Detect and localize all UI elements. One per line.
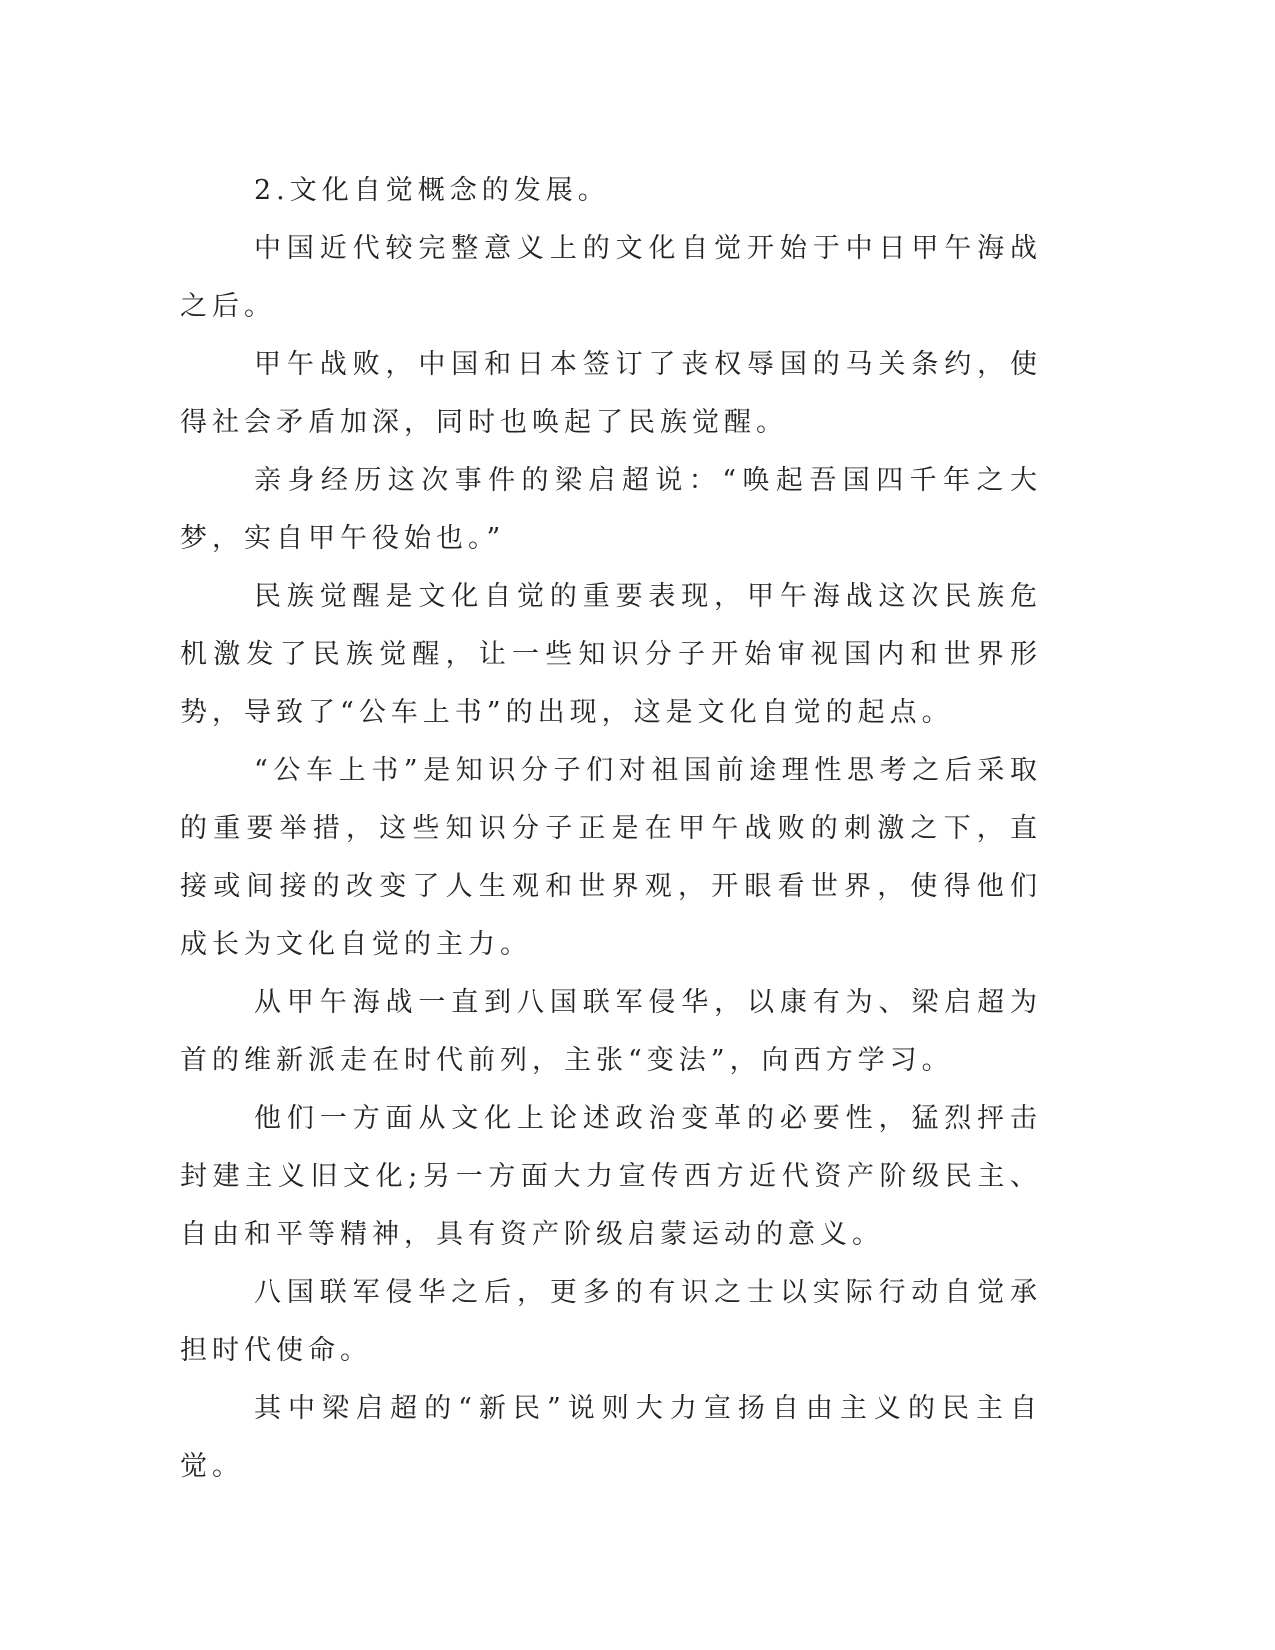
paragraph: “公车上书”是知识分子们对祖国前途理性思考之后采取的重要举措，这些知识分子正是在甲午战败的刺激之下，直接或间接的改变了人生观和世界观，开眼看世界，使得他们成长为文化自觉的主力。 xyxy=(180,755,1042,960)
paragraph: 他们一方面从文化上论述政治变革的必要性，猛烈抨击封建主义旧文化;另一方面大力宣传西方近代资产阶级民主、自由和平等精神，具有资产阶级启蒙运动的意义。 xyxy=(180,1103,1042,1250)
paragraph: 亲身经历这次事件的梁启超说：“唤起吾国四千年之大梦，实自甲午役始也。” xyxy=(180,465,1042,554)
paragraph: 中国近代较完整意义上的文化自觉开始于中日甲午海战之后。 xyxy=(180,233,1042,322)
paragraph-heading: 2.文化自觉概念的发展。 xyxy=(254,175,610,206)
paragraph: 民族觉醒是文化自觉的重要表现，甲午海战这次民族危机激发了民族觉醒，让一些知识分子开始审视国内和世界形势，导致了“公车上书”的出现，这是文化自觉的起点。 xyxy=(180,581,1042,728)
paragraph: 其中梁启超的“新民”说则大力宣扬自由主义的民主自觉。 xyxy=(180,1393,1042,1482)
paragraph: 甲午战败，中国和日本签订了丧权辱国的马关条约，使得社会矛盾加深，同时也唤起了民族觉醒。 xyxy=(180,349,1042,438)
paragraph: 八国联军侵华之后，更多的有识之士以实际行动自觉承担时代使命。 xyxy=(180,1277,1042,1366)
paragraph: 从甲午海战一直到八国联军侵华，以康有为、梁启超为首的维新派走在时代前列，主张“变法”，向西方学习。 xyxy=(180,987,1042,1076)
body-text xyxy=(180,162,1042,1496)
